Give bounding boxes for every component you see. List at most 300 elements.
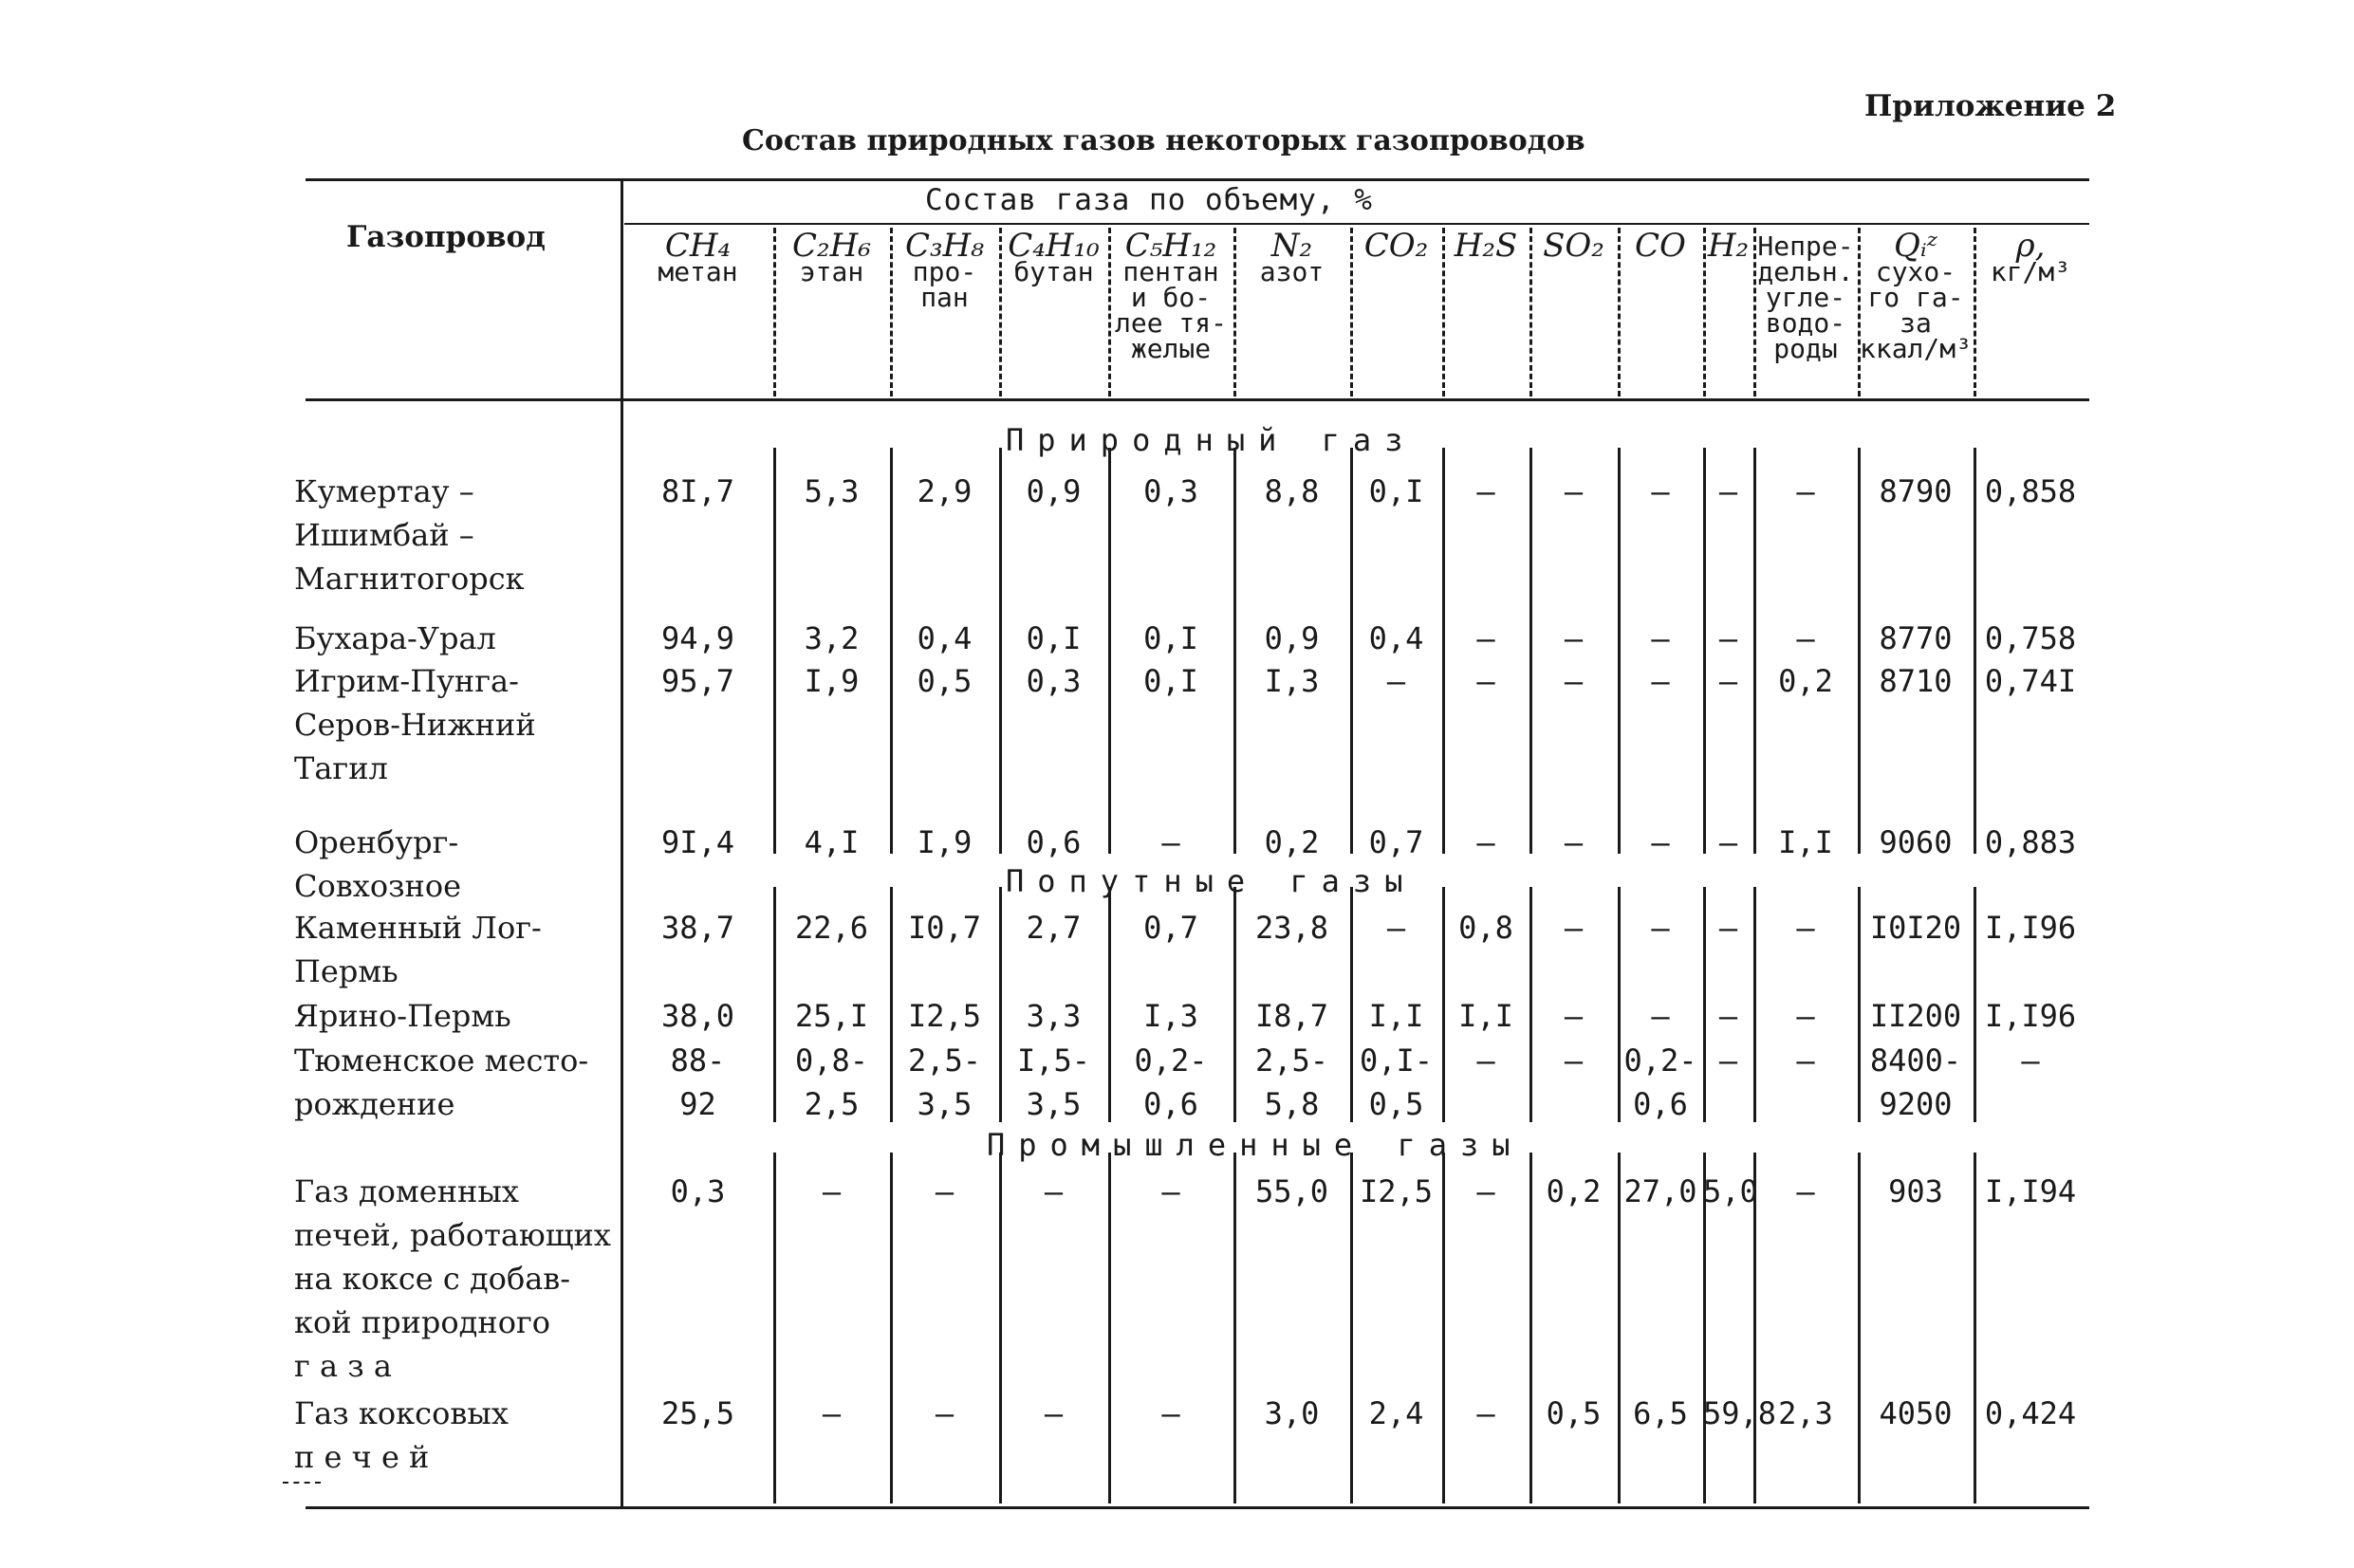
- value-text: –: [1386, 910, 1406, 946]
- value-cell-n2: [1233, 1392, 1350, 1435]
- value-cell-co: [1618, 1039, 1703, 1126]
- value-text: –: [935, 1173, 955, 1209]
- value-cell-h2: [1703, 821, 1753, 864]
- value-text: 0,5: [1546, 1395, 1602, 1431]
- pipeline-name-line: на коксе с добав-: [294, 1261, 571, 1297]
- value-cell-co: [1618, 659, 1703, 703]
- value-text: 0,8-: [794, 1042, 869, 1079]
- value-text: 0,I: [1026, 620, 1082, 656]
- value-cell-n2: [1233, 617, 1350, 660]
- value-text: I,I94: [1984, 1173, 2077, 1209]
- value-text: –: [1564, 620, 1584, 656]
- value-cell-co: [1618, 1392, 1703, 1435]
- value-cell-so2: [1529, 994, 1618, 1038]
- value-cell-unsat: [1753, 470, 1858, 513]
- value-text: 6,5: [1633, 1395, 1688, 1431]
- value-text: –: [1564, 824, 1584, 860]
- value-text: 0,6: [1143, 1086, 1198, 1122]
- value-text: 0,2: [1778, 663, 1833, 699]
- value-cell-h2: [1703, 470, 1753, 513]
- value-text: –: [2021, 1042, 2040, 1079]
- value-cell-unsat: [1753, 1392, 1858, 1435]
- value-cell-c3h8: [890, 617, 999, 660]
- value-cell-so2: [1529, 617, 1618, 660]
- value-text: I,I: [1458, 998, 1513, 1034]
- value-text: 0,5: [1368, 1086, 1424, 1122]
- value-text: –: [1651, 663, 1670, 699]
- column-symbol-c3h8: C₃H₈: [905, 227, 984, 265]
- pipeline-name-line: рождение: [294, 1086, 455, 1122]
- value-text: II200: [1869, 998, 1962, 1034]
- bottom-dash-mark: [283, 1482, 321, 1484]
- column-label-c2h6: этан: [799, 256, 864, 287]
- pipeline-name-line: Кумертау –: [294, 473, 474, 509]
- column-symbol-h2s: H₂S: [1454, 227, 1518, 265]
- value-text: 0,9: [1264, 620, 1320, 656]
- value-cell-n2: [1233, 470, 1350, 513]
- value-cell-co: [1618, 821, 1703, 864]
- table-top-rule: [306, 178, 2089, 181]
- value-text: 23,8: [1254, 910, 1329, 946]
- value-text: 8710: [1879, 663, 1953, 699]
- value-cell-co: [1618, 1170, 1703, 1213]
- value-text: 95,7: [660, 663, 735, 699]
- value-cell-co2: [1350, 470, 1442, 513]
- pipeline-name-line: п е ч е й: [294, 1439, 430, 1475]
- value-text: –: [1564, 910, 1584, 946]
- value-text: 88-: [670, 1042, 726, 1079]
- composition-group-header: Состав газа по объему, %: [925, 183, 1373, 217]
- pipeline-name: [294, 659, 621, 790]
- column-symbol-n2: N₂: [1270, 227, 1313, 265]
- value-text: 22,6: [794, 910, 869, 946]
- value-cell-ch4: [622, 994, 773, 1038]
- value-text: –: [1718, 663, 1738, 699]
- value-cell-co: [1618, 906, 1703, 950]
- pipeline-name-line: Оренбург-: [294, 824, 459, 860]
- value-text: 0,3: [1143, 473, 1198, 509]
- value-cell-q: [1858, 470, 1974, 513]
- value-cell-c3h8: [890, 1170, 999, 1213]
- pipeline-column-header: Газопровод: [346, 220, 546, 254]
- value-cell-co2: [1350, 994, 1442, 1038]
- value-text: –: [1718, 998, 1738, 1034]
- pipeline-name-line: Серов-Нижний: [294, 707, 536, 743]
- value-cell-co: [1618, 617, 1703, 660]
- column-header-co2: [1350, 227, 1442, 265]
- pipeline-name-line: Бухара-Урал: [294, 620, 496, 656]
- value-cell-c5h12: [1108, 994, 1233, 1038]
- value-text: 0,7: [1368, 824, 1424, 860]
- value-text: –: [1476, 473, 1495, 509]
- value-text: 0,I: [1368, 473, 1424, 509]
- value-text: I,5-: [1016, 1042, 1091, 1079]
- value-text: –: [1796, 1173, 1815, 1209]
- value-cell-rho: [1974, 470, 2087, 513]
- value-text: –: [1796, 473, 1815, 509]
- section-title: Промышленные газы: [987, 1127, 1524, 1163]
- value-cell-co2: [1350, 1392, 1442, 1435]
- value-cell-so2: [1529, 1170, 1618, 1213]
- value-text: –: [1476, 620, 1495, 656]
- column-label-ch4: метан: [658, 256, 738, 287]
- value-cell-c3h8: [890, 659, 999, 703]
- value-text: –: [1386, 663, 1406, 699]
- value-text: 0,9: [1026, 473, 1082, 509]
- value-text: 5,8: [1264, 1086, 1320, 1122]
- value-cell-n2: [1233, 994, 1350, 1038]
- value-text: –: [1796, 910, 1815, 946]
- value-cell-c3h8: [890, 1039, 999, 1126]
- column-header-h2s: [1442, 227, 1529, 265]
- value-text: I0I20: [1869, 910, 1962, 946]
- value-cell-c2h6: [773, 906, 890, 950]
- section-title: Попутные газы: [1006, 863, 1417, 899]
- column-header-c5h12: [1108, 227, 1233, 364]
- column-symbol-co2: CO₂: [1363, 227, 1429, 265]
- value-text: 38,7: [660, 910, 735, 946]
- value-cell-ch4: [622, 821, 773, 864]
- value-text: 8,8: [1264, 473, 1320, 509]
- value-text: 8770: [1879, 620, 1953, 656]
- value-cell-rho: [1974, 659, 2087, 703]
- pipeline-name-line: кой природного: [294, 1304, 550, 1340]
- pipeline-name: [294, 1392, 621, 1479]
- value-text: 94,9: [660, 620, 735, 656]
- value-text: 9060: [1879, 824, 1953, 860]
- value-text: 0,858: [1984, 473, 2077, 509]
- value-text: 3,3: [1026, 998, 1082, 1034]
- value-text: –: [1651, 824, 1670, 860]
- value-text: 0,3: [1026, 663, 1082, 699]
- value-text: –: [1161, 824, 1180, 860]
- value-text: –: [1161, 1173, 1180, 1209]
- pipeline-name: [294, 821, 621, 908]
- value-cell-q: [1858, 1039, 1974, 1126]
- value-cell-ch4: [622, 1170, 773, 1213]
- value-text: 0,2-: [1623, 1042, 1697, 1079]
- value-text: –: [1044, 1395, 1064, 1431]
- value-text: 0,6: [1633, 1086, 1688, 1122]
- value-cell-rho: [1974, 1170, 2087, 1213]
- value-cell-rho: [1974, 617, 2087, 660]
- value-text: 8400-: [1869, 1042, 1962, 1079]
- header-bottom-rule: [306, 398, 2089, 401]
- column-label-rho: кг/м³: [1990, 256, 2071, 287]
- value-cell-h2s: [1442, 659, 1529, 703]
- value-text: 2,7: [1026, 910, 1082, 946]
- value-text: 3,5: [917, 1086, 973, 1122]
- value-cell-c3h8: [890, 1392, 999, 1435]
- value-cell-n2: [1233, 659, 1350, 703]
- value-text: –: [935, 1395, 955, 1431]
- value-cell-co: [1618, 470, 1703, 513]
- column-symbol-q: Qᵢᶻ: [1894, 227, 1937, 265]
- pipeline-name-line: Тюменское место-: [294, 1042, 589, 1079]
- value-cell-co2: [1350, 659, 1442, 703]
- column-label-n2: азот: [1259, 256, 1325, 287]
- value-text: –: [1651, 620, 1670, 656]
- value-cell-unsat: [1753, 1039, 1858, 1082]
- value-cell-co2: [1350, 1039, 1442, 1126]
- value-cell-ch4: [622, 617, 773, 660]
- column-symbol-so2: SO₂: [1543, 227, 1604, 265]
- value-text: –: [1564, 1042, 1584, 1079]
- column-label-c4h10: бутан: [1013, 256, 1094, 287]
- group-header-rule: [624, 223, 2089, 225]
- value-cell-co: [1618, 994, 1703, 1038]
- column-symbol-c5h12: C₅H₁₂: [1124, 227, 1217, 265]
- value-text: 92: [679, 1086, 716, 1122]
- value-text: 5,3: [804, 473, 860, 509]
- pipeline-name: [294, 994, 621, 1038]
- pipeline-name-line: Каменный Лог-: [294, 910, 542, 946]
- appendix-label: Приложение 2: [1864, 89, 2117, 123]
- value-text: 0,6: [1026, 824, 1082, 860]
- value-text: 0,7: [1143, 910, 1198, 946]
- pipeline-name: [294, 617, 621, 660]
- value-text: 0,758: [1984, 620, 2077, 656]
- value-text: 55,0: [1254, 1173, 1329, 1209]
- value-text: 903: [1888, 1173, 1943, 1209]
- value-cell-c5h12: [1108, 1170, 1233, 1213]
- pipeline-name-line: Игрим-Пунга-: [294, 663, 519, 699]
- value-text: 0,74I: [1984, 663, 2077, 699]
- column-header-rho: [1974, 227, 2087, 287]
- value-text: 0,I: [1143, 620, 1198, 656]
- pipeline-name-line: г а з а: [294, 1348, 392, 1384]
- value-cell-c2h6: [773, 1039, 890, 1126]
- column-header-unsat: [1753, 231, 1858, 364]
- value-cell-c3h8: [890, 994, 999, 1038]
- value-text: –: [822, 1395, 842, 1431]
- value-cell-unsat: [1753, 659, 1858, 703]
- value-text: 25,I: [794, 998, 869, 1034]
- value-cell-unsat: [1753, 821, 1858, 864]
- value-cell-c4h10: [999, 1170, 1108, 1213]
- value-text: 4,I: [804, 824, 860, 860]
- value-text: –: [1476, 1042, 1495, 1079]
- pipeline-name-line: Ярино-Пермь: [294, 998, 511, 1034]
- value-cell-h2s: [1442, 1392, 1529, 1435]
- value-text: –: [1796, 620, 1815, 656]
- value-cell-c2h6: [773, 994, 890, 1038]
- value-cell-q: [1858, 1170, 1974, 1213]
- value-text: –: [1651, 998, 1670, 1034]
- value-text: 3,5: [1026, 1086, 1082, 1122]
- value-text: I,I96: [1984, 910, 2077, 946]
- value-text: I0,7: [907, 910, 982, 946]
- value-cell-c4h10: [999, 470, 1108, 513]
- value-cell-unsat: [1753, 906, 1858, 950]
- value-cell-c2h6: [773, 1170, 890, 1213]
- value-cell-c2h6: [773, 617, 890, 660]
- value-text: 0,2: [1546, 1173, 1602, 1209]
- column-header-h2: [1703, 227, 1753, 265]
- value-cell-q: [1858, 659, 1974, 703]
- value-text: –: [1044, 1173, 1064, 1209]
- column-header-ch4: [622, 227, 773, 287]
- value-text: 0,883: [1984, 824, 2077, 860]
- value-cell-ch4: [622, 1392, 773, 1435]
- value-text: I,I: [1778, 824, 1833, 860]
- value-text: 2,4: [1368, 1395, 1424, 1431]
- column-header-n2: [1233, 227, 1350, 287]
- value-cell-so2: [1529, 470, 1618, 513]
- value-text: –: [1476, 1173, 1495, 1209]
- value-text: I,3: [1264, 663, 1320, 699]
- value-cell-q: [1858, 1392, 1974, 1435]
- column-label-c3h8: про- пан: [912, 256, 977, 313]
- value-text: –: [1476, 663, 1495, 699]
- value-cell-ch4: [622, 659, 773, 703]
- value-cell-ch4: [622, 906, 773, 950]
- value-text: 0,2: [1264, 824, 1320, 860]
- value-text: 8I,7: [660, 473, 735, 509]
- value-text: 9200: [1879, 1086, 1953, 1122]
- value-cell-ch4: [622, 470, 773, 513]
- value-cell-q: [1858, 906, 1974, 950]
- value-text: –: [1651, 473, 1670, 509]
- section-title: Природный газ: [1006, 422, 1417, 458]
- value-cell-h2: [1703, 1170, 1758, 1213]
- value-text: –: [822, 1173, 842, 1209]
- value-cell-c2h6: [773, 1392, 890, 1435]
- value-text: I8,7: [1254, 998, 1329, 1034]
- value-cell-n2: [1233, 821, 1350, 864]
- value-cell-n2: [1233, 1170, 1350, 1213]
- column-header-c4h10: [999, 227, 1108, 287]
- value-cell-c4h10: [999, 821, 1108, 864]
- value-cell-c4h10: [999, 1392, 1108, 1435]
- value-text: –: [1718, 824, 1738, 860]
- value-cell-so2: [1529, 1392, 1618, 1435]
- value-text: 5,0: [1703, 1173, 1758, 1209]
- value-text: –: [1718, 910, 1738, 946]
- pipeline-name: [294, 906, 621, 993]
- value-cell-c5h12: [1108, 1392, 1233, 1435]
- value-cell-c2h6: [773, 821, 890, 864]
- value-cell-c4h10: [999, 994, 1108, 1038]
- column-header-q: [1858, 227, 1974, 364]
- value-text: 9I,4: [660, 824, 735, 860]
- value-cell-h2s: [1442, 821, 1529, 864]
- value-text: 25,5: [660, 1395, 735, 1431]
- value-cell-n2: [1233, 1039, 1350, 1126]
- value-cell-c4h10: [999, 1039, 1108, 1126]
- value-cell-c5h12: [1108, 470, 1233, 513]
- value-text: 2,5: [804, 1086, 860, 1122]
- value-text: 3,0: [1264, 1395, 1320, 1431]
- value-text: –: [1476, 1395, 1495, 1431]
- value-cell-co2: [1350, 821, 1442, 864]
- value-cell-so2: [1529, 906, 1618, 950]
- value-text: 0,5: [917, 663, 973, 699]
- value-cell-so2: [1529, 1039, 1618, 1082]
- value-cell-co2: [1350, 906, 1442, 950]
- value-cell-co2: [1350, 617, 1442, 660]
- value-text: –: [1564, 663, 1584, 699]
- column-label-c5h12: пентан и бо- лее тя- желые: [1114, 256, 1227, 364]
- value-text: I,I96: [1984, 998, 2077, 1034]
- value-cell-unsat: [1753, 617, 1858, 660]
- pipeline-name-line: Газ коксовых: [294, 1395, 509, 1431]
- value-text: 2,3: [1778, 1395, 1833, 1431]
- value-cell-c5h12: [1108, 1039, 1233, 1126]
- value-cell-h2: [1703, 659, 1753, 703]
- value-text: 0,3: [670, 1173, 726, 1209]
- value-cell-c3h8: [890, 821, 999, 864]
- value-text: –: [1161, 1395, 1180, 1431]
- pipeline-name-line: Пермь: [294, 953, 399, 989]
- value-cell-h2s: [1442, 470, 1529, 513]
- value-text: I,I: [1368, 998, 1424, 1034]
- value-cell-h2s: [1442, 617, 1529, 660]
- value-cell-unsat: [1753, 994, 1858, 1038]
- value-text: –: [1796, 1042, 1815, 1079]
- column-label-unsat: Непре- дельн. угле- водо- роды: [1757, 231, 1854, 364]
- value-cell-c5h12: [1108, 821, 1233, 864]
- value-text: 0,4: [917, 620, 973, 656]
- value-cell-rho: [1974, 821, 2087, 864]
- pipeline-name: [294, 470, 621, 600]
- value-text: –: [1564, 998, 1584, 1034]
- value-cell-h2s: [1442, 906, 1529, 950]
- value-cell-c4h10: [999, 659, 1108, 703]
- value-text: I2,5: [1359, 1173, 1434, 1209]
- value-cell-c3h8: [890, 470, 999, 513]
- value-cell-c5h12: [1108, 659, 1233, 703]
- value-text: –: [1564, 473, 1584, 509]
- value-cell-n2: [1233, 906, 1350, 950]
- value-text: I,9: [804, 663, 860, 699]
- value-text: –: [1651, 910, 1670, 946]
- value-text: –: [1476, 824, 1495, 860]
- value-cell-c2h6: [773, 470, 890, 513]
- value-text: 0,I-: [1359, 1042, 1434, 1079]
- value-text: –: [1718, 620, 1738, 656]
- value-cell-h2: [1703, 617, 1753, 660]
- column-symbol-co: CO: [1635, 227, 1686, 265]
- pipeline-name: [294, 1170, 621, 1388]
- value-text: 38,0: [660, 998, 735, 1034]
- pipeline-name-line: Газ доменных: [294, 1173, 519, 1209]
- value-cell-rho: [1974, 1392, 2087, 1435]
- value-text: –: [1718, 1042, 1738, 1079]
- value-text: 4050: [1879, 1395, 1953, 1431]
- value-cell-ch4: [622, 1039, 773, 1126]
- value-cell-q: [1858, 617, 1974, 660]
- value-text: 2,5-: [1254, 1042, 1329, 1079]
- value-text: 0,2-: [1134, 1042, 1208, 1079]
- value-cell-c5h12: [1108, 617, 1233, 660]
- column-header-c2h6: [773, 227, 890, 287]
- column-label-q: сухо- го га- за ккал/м³: [1859, 256, 1972, 364]
- value-text: 0,8: [1458, 910, 1513, 946]
- pipeline-name: [294, 1039, 621, 1126]
- column-symbol-h2: H₂: [1707, 227, 1750, 265]
- value-text: I2,5: [907, 998, 982, 1034]
- column-header-co: [1618, 227, 1703, 265]
- value-text: 2,5-: [907, 1042, 982, 1079]
- value-cell-q: [1858, 994, 1974, 1038]
- value-text: 3,2: [804, 620, 860, 656]
- value-cell-h2: [1703, 994, 1753, 1038]
- value-cell-h2s: [1442, 1039, 1529, 1082]
- value-cell-c4h10: [999, 906, 1108, 950]
- value-cell-so2: [1529, 821, 1618, 864]
- table-bottom-rule: [306, 1506, 2089, 1509]
